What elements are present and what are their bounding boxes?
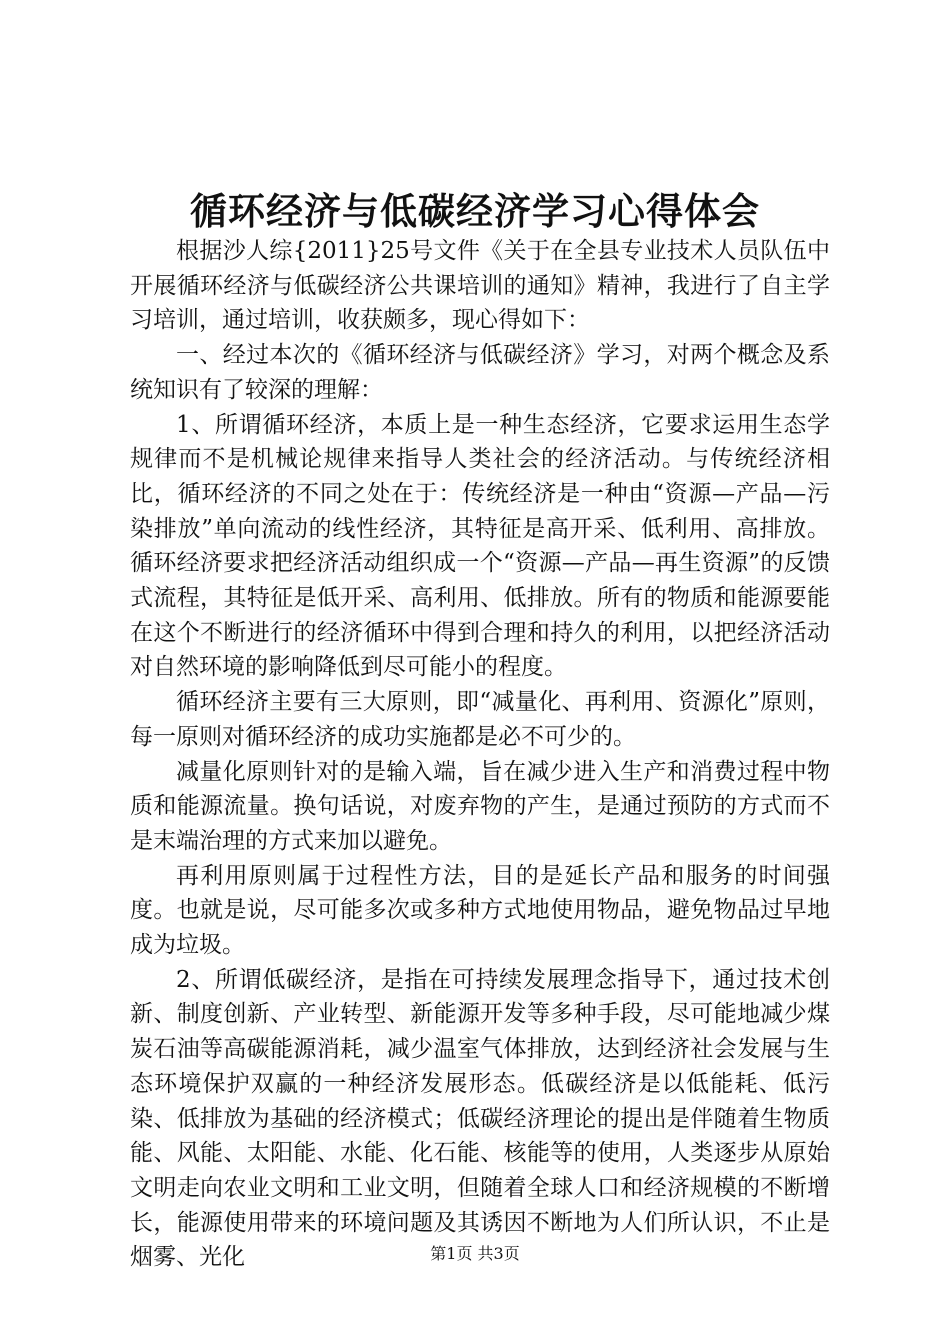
paragraph-reuse-principle: 再利用原则属于过程性方法，目的是延长产品和服务的时间强度。也就是说，尽可能多次或多种方式地使用物品，避免物品过早地成为垃圾。 [130, 862, 830, 959]
paragraph-intro: 根据沙人综{2011}25号文件《关于在全县专业技术人员队伍中开展循环经济与低碳经济公共课培训的通知》精神，我进行了自主学习培训，通过培训，收获颇多，现心得如下： [130, 238, 830, 334]
paragraph-low-carbon-economy: 2、所谓低碳经济，是指在可持续发展理念指导下，通过技术创新、制度创新、产业转型、新能源开发等多种手段，尽可能地减少煤炭石油等高碳能源消耗，减少温室气体排放，达到经济社会发展与生态环境保护双赢的一种经济发展形态。低碳经济是以低能耗、低污染、低排放为基础的经济模式；低碳经济理论的提出是伴随着生物质能、风能、太阳能、水能、化石能、核能等的使用，人类逐步从原始文明走向农业文明和工业文明，但随着全球人口和经济规模的不断增长，能源使用带来的环境问题及其诱因不断地为人们所认识，不止是烟雾、光化 [130, 966, 830, 1271]
paragraph-section-one: 一、经过本次的《循环经济与低碳经济》学习，对两个概念及系统知识有了较深的理解： [130, 342, 830, 403]
page-footer: 第1页 共3页 [430, 1244, 520, 1263]
paragraph-reduction-principle: 减量化原则针对的是输入端，旨在减少进入生产和消费过程中物质和能源流量。换句话说，对废弃物的产生，是通过预防的方式而不是末端治理的方式来加以避免。 [130, 758, 830, 854]
document-body [130, 234, 830, 1275]
paragraph-circular-economy: 1、所谓循环经济，本质上是一种生态经济，它要求运用生态学规律而不是机械论规律来指导人类社会的经济活动。与传统经济相比，循环经济的不同之处在于：传统经济是一种由“资源—产品—污染排放”单向流动的线性经济，其特征是高开采、低利用、高排放。循环经济要求把经济活动组织成一个“资源—产品—再生资源”的反馈式流程，其特征是低开采、高利用、低排放。所有的物质和能源要能在这个不断进行的经济循环中得到合理和持久的利用，以把经济活动对自然环境的影响降低到尽可能小的程度。 [130, 411, 830, 681]
document-title: 循环经济与低碳经济学习心得体会 [190, 189, 760, 233]
paragraph-three-principles: 循环经济主要有三大原则，即“减量化、再利用、资源化”原则，每一原则对循环经济的成功实施都是必不可少的。 [130, 689, 830, 750]
